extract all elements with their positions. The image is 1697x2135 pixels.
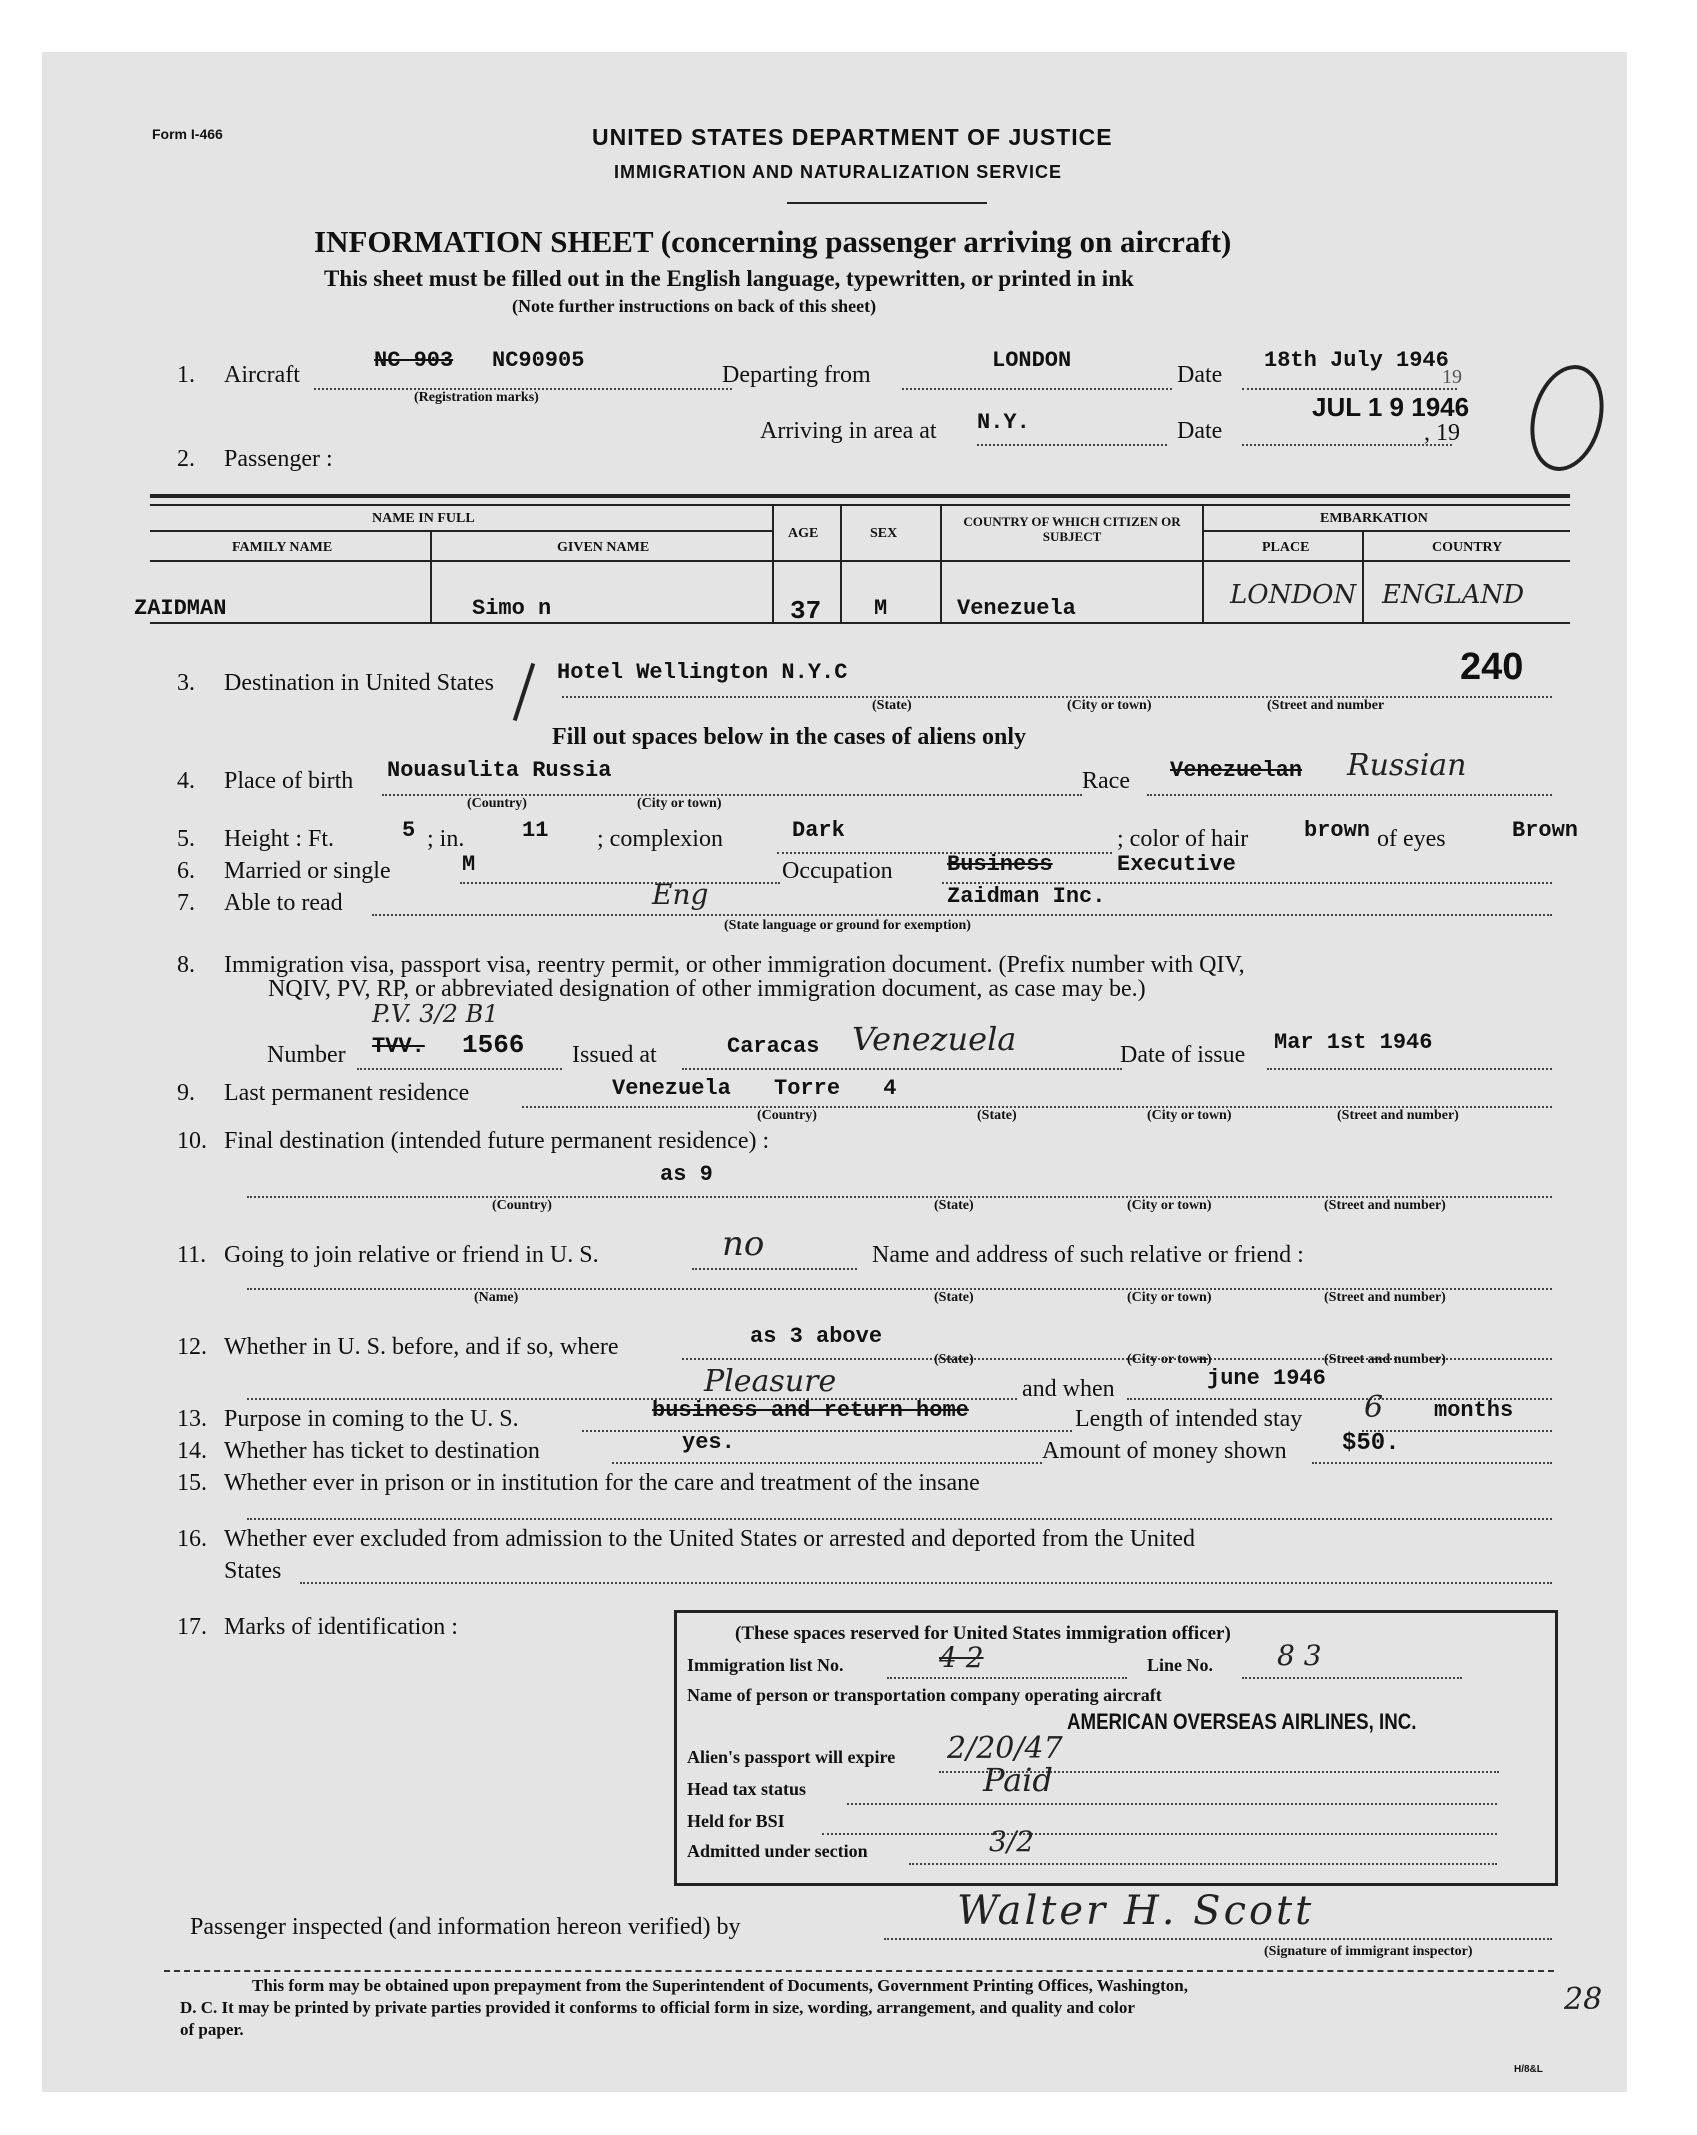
final-street-caption: (Street and number) xyxy=(1324,1198,1446,1213)
marital-label: Married or single xyxy=(224,858,391,884)
height-inches: 11 xyxy=(522,818,549,843)
read-hand-value: Eng xyxy=(652,878,709,911)
street-caption: (Street and number xyxy=(1267,698,1385,713)
final-destination-label: Final destination (intended future permanent residence) : xyxy=(224,1128,770,1154)
occupation-label: Occupation xyxy=(782,858,893,884)
before-value: as 3 above xyxy=(750,1324,883,1349)
item16-number: 16. xyxy=(177,1526,207,1552)
relative-street-caption: (Street and number) xyxy=(1324,1290,1446,1305)
section-label: Admitted under section xyxy=(687,1841,868,1861)
stay-hand-value: 6 xyxy=(1364,1390,1384,1425)
departing-label: Departing from xyxy=(722,362,871,388)
occupation-struck: Business xyxy=(947,852,1053,877)
item1-number: 1. xyxy=(177,362,195,388)
marital-value: M xyxy=(462,852,476,877)
date-value: 18th July 1946 xyxy=(1264,348,1449,373)
document-text-2: NQIV, PV, RP, or abbreviated designation of other immigration document, as case may be.) xyxy=(268,976,1146,1002)
before-city-caption: (City or town) xyxy=(1127,1352,1212,1367)
purpose-struck-value: business and return home xyxy=(652,1398,969,1423)
citizen-country-header: COUNTRY OF WHICH CITIZEN OR SUBJECT xyxy=(963,514,1181,544)
issue-date-value: Mar 1st 1946 xyxy=(1274,1030,1433,1055)
residence-value: Venezuela Torre 4 xyxy=(612,1076,897,1101)
item15-number: 15. xyxy=(177,1470,207,1496)
employer-value: Zaidman Inc. xyxy=(947,884,1106,909)
stay-label: Length of intended stay xyxy=(1075,1406,1303,1432)
page-number-hand: 28 xyxy=(1564,1982,1603,2017)
issue-date-label: Date of issue xyxy=(1120,1042,1246,1068)
before-state-caption: (State) xyxy=(934,1352,974,1367)
join-label: Going to join relative or friend in U. S. xyxy=(224,1242,599,1268)
eyes-value: Brown xyxy=(1512,818,1579,843)
item6-number: 6. xyxy=(177,858,195,884)
item12-number: 12. xyxy=(177,1334,207,1360)
form-number: Form I-466 xyxy=(152,126,223,142)
footer-line-1: This form may be obtained upon prepayment from the Superintendent of Documents, Government Printing Offices, Washington, xyxy=(252,1976,1188,1995)
relative-name-caption: (Name) xyxy=(474,1290,519,1305)
family-name-cell: ZAIDMAN xyxy=(134,596,227,621)
res-city-caption: (City or town) xyxy=(1147,1108,1232,1123)
circle-mark xyxy=(1519,357,1615,479)
prison-label: Whether ever in prison or in institution for the care and treatment of the insane xyxy=(224,1470,980,1496)
inspector-signature: Walter H. Scott xyxy=(957,1888,1315,1934)
date2-suffix: , 19 xyxy=(1424,420,1460,446)
arriving-value: N.Y. xyxy=(977,410,1030,435)
relative-state-caption: (State) xyxy=(934,1290,974,1305)
operator-stamp: AMERICAN OVERSEAS AIRLINES, INC. xyxy=(1067,1709,1417,1734)
aircraft-value: NC90905 xyxy=(492,348,585,373)
age-cell: 37 xyxy=(790,596,822,626)
final-destination-value: as 9 xyxy=(660,1162,713,1187)
eyes-label: of eyes xyxy=(1377,826,1446,852)
aircraft-label: Aircraft xyxy=(224,362,300,388)
race-label: Race xyxy=(1082,768,1130,794)
state-caption: (State) xyxy=(872,698,912,713)
date-suffix: 19 xyxy=(1442,366,1462,388)
occupation-value: Executive xyxy=(1117,852,1236,877)
purpose-hand-value: Pleasure xyxy=(704,1364,837,1399)
relative-label: Name and address of such relative or friend : xyxy=(872,1242,1304,1268)
race-hand-value: Russian xyxy=(1347,748,1467,783)
final-city-caption: (City or town) xyxy=(1127,1198,1212,1213)
list-no-label: Immigration list No. xyxy=(687,1655,844,1675)
excluded-label-1: Whether ever excluded from admission to the United States or arrested and deported from the United xyxy=(224,1526,1196,1552)
head-tax-hand: Paid xyxy=(983,1761,1053,1799)
item2-number: 2. xyxy=(177,446,195,472)
read-label: Able to read xyxy=(224,890,343,916)
complexion-value: Dark xyxy=(792,818,845,843)
when-value: june 1946 xyxy=(1207,1366,1326,1391)
read-caption: (State language or ground for exemption) xyxy=(724,918,971,933)
aircraft-struck-value: NC 903 xyxy=(374,348,454,373)
date2-label: Date xyxy=(1177,418,1223,444)
table-top-rule xyxy=(150,494,1570,498)
name-in-full-header: NAME IN FULL xyxy=(372,511,475,526)
height-feet: 5 xyxy=(402,818,416,843)
operator-label: Name of person or transportation company operating aircraft xyxy=(687,1685,1162,1705)
age-header: AGE xyxy=(788,526,819,541)
relative-city-caption: (City or town) xyxy=(1127,1290,1212,1305)
place-header: PLACE xyxy=(1262,540,1310,555)
doc-number-struck: TVV. xyxy=(372,1034,425,1059)
family-name-header: FAMILY NAME xyxy=(232,540,333,555)
footer-line-3: of paper. xyxy=(180,2020,244,2039)
form-sheet xyxy=(42,52,1627,2092)
item7-number: 7. xyxy=(177,890,195,916)
ticket-value: yes. xyxy=(682,1430,735,1455)
birthplace-label: Place of birth xyxy=(224,768,354,794)
destination-label: Destination in United States xyxy=(224,670,494,696)
arrival-date-stamp: JUL 1 9 1946 xyxy=(1312,392,1470,422)
embark-country-header: COUNTRY xyxy=(1432,540,1503,555)
document-text-1: Immigration visa, passport visa, reentry permit, or other immigration document. (Prefix number with QIV, xyxy=(224,952,1245,978)
line-no-hand: 8 3 xyxy=(1277,1639,1322,1672)
birth-city-caption: (City or town) xyxy=(637,796,722,811)
money-label: Amount of money shown xyxy=(1042,1438,1287,1464)
money-value: $50. xyxy=(1342,1430,1400,1457)
print-code: H/8&L xyxy=(1514,2064,1543,2075)
sex-cell: M xyxy=(874,596,888,621)
item10-number: 10. xyxy=(177,1128,207,1154)
excluded-label-2: States xyxy=(224,1558,282,1584)
passport-expire-hand: 2/20/47 xyxy=(947,1731,1063,1766)
birth-country-caption: (Country) xyxy=(467,796,527,811)
res-country-caption: (Country) xyxy=(757,1108,817,1123)
item11-number: 11. xyxy=(177,1242,207,1268)
dept-heading: UNITED STATES DEPARTMENT OF JUSTICE xyxy=(592,124,1113,150)
embarkation-header: EMBARKATION xyxy=(1320,511,1428,526)
date-label: Date xyxy=(1177,362,1223,388)
line-no-label: Line No. xyxy=(1147,1655,1214,1675)
signature-caption: (Signature of immigrant inspector) xyxy=(1264,1944,1473,1959)
ticket-label: Whether has ticket to destination xyxy=(224,1438,540,1464)
arriving-label: Arriving in area at xyxy=(760,418,937,444)
issued-value: Caracas xyxy=(727,1034,820,1059)
footer-rule xyxy=(164,1970,1554,1972)
stay-value: months xyxy=(1434,1398,1514,1423)
head-tax-label: Head tax status xyxy=(687,1779,807,1799)
item5-number: 5. xyxy=(177,826,195,852)
item13-number: 13. xyxy=(177,1406,207,1432)
doc-number-label: Number xyxy=(267,1042,346,1068)
departing-value: LONDON xyxy=(992,348,1072,373)
height-label: Height : Ft. xyxy=(224,826,335,852)
marks-label: Marks of identification : xyxy=(224,1614,458,1640)
birthplace-value: Nouasulita Russia xyxy=(387,758,612,783)
officer-box xyxy=(674,1610,1558,1886)
complexion-label: ; complexion xyxy=(597,826,723,852)
when-label: and when xyxy=(1022,1376,1115,1402)
item14-number: 14. xyxy=(177,1438,207,1464)
hair-value: brown xyxy=(1304,818,1371,843)
list-no-hand: 4 2 xyxy=(939,1641,984,1674)
embark-place-cell: LONDON xyxy=(1230,580,1357,610)
officer-box-heading: (These spaces reserved for United States immigration officer) xyxy=(735,1623,1231,1644)
page-note: (Note further instructions on back of this sheet) xyxy=(512,296,877,316)
citizen-cell: Venezuela xyxy=(957,596,1076,621)
given-name-header: GIVEN NAME xyxy=(557,540,650,555)
before-label: Whether in U. S. before, and if so, where xyxy=(224,1334,619,1360)
join-hand-value: no xyxy=(722,1224,765,1264)
bsi-label: Held for BSI xyxy=(687,1811,785,1831)
registration-caption: (Registration marks) xyxy=(414,390,539,405)
purpose-label: Purpose in coming to the U. S. xyxy=(224,1406,519,1432)
issued-hand-value: Venezuela xyxy=(852,1020,1017,1058)
inspector-label: Passenger inspected (and information hereon verified) by xyxy=(190,1914,741,1940)
before-street-caption: (Street and number) xyxy=(1324,1352,1446,1367)
sex-header: SEX xyxy=(870,526,898,541)
final-country-caption: (Country) xyxy=(492,1198,552,1213)
residence-label: Last permanent residence xyxy=(224,1080,470,1106)
inches-label: ; in. xyxy=(427,826,465,852)
page-title: INFORMATION SHEET (concerning passenger arriving on aircraft) xyxy=(314,224,1232,259)
pen-stroke xyxy=(513,663,535,721)
doc-number-value: 1566 xyxy=(462,1030,525,1060)
item8-number: 8. xyxy=(177,952,195,978)
passport-expire-label: Alien's passport will expire xyxy=(687,1747,896,1767)
passenger-label: Passenger : xyxy=(224,446,333,472)
service-heading: IMMIGRATION AND NATURALIZATION SERVICE xyxy=(614,162,1062,182)
race-struck-value: Venezuelan xyxy=(1170,758,1303,783)
document-hand-note: P.V. 3/2 B1 xyxy=(372,1000,499,1028)
hair-label: ; color of hair xyxy=(1117,826,1249,852)
aliens-heading: Fill out spaces below in the cases of aliens only xyxy=(552,724,1027,750)
res-street-caption: (Street and number) xyxy=(1337,1108,1459,1123)
issued-label: Issued at xyxy=(572,1042,657,1068)
item9-number: 9. xyxy=(177,1080,195,1106)
destination-value: Hotel Wellington N.Y.C xyxy=(557,660,848,685)
item4-number: 4. xyxy=(177,768,195,794)
final-state-caption: (State) xyxy=(934,1198,974,1213)
city-caption: (City or town) xyxy=(1067,698,1152,713)
header-rule xyxy=(787,202,987,204)
item3-number: 3. xyxy=(177,670,195,696)
destination-street-number: 240 xyxy=(1460,646,1524,688)
page-subtitle: This sheet must be filled out in the English language, typewritten, or printed in ink xyxy=(324,266,1134,291)
embark-country-cell: ENGLAND xyxy=(1382,580,1525,610)
given-name-cell: Simo n xyxy=(472,596,552,621)
section-hand: 3/2 xyxy=(989,1825,1035,1858)
footer-line-2: D. C. It may be printed by private parties provided it conforms to official form in size, wording, arrangement, and quality and color xyxy=(180,1998,1135,2017)
item17-number: 17. xyxy=(177,1614,207,1640)
res-state-caption: (State) xyxy=(977,1108,1017,1123)
